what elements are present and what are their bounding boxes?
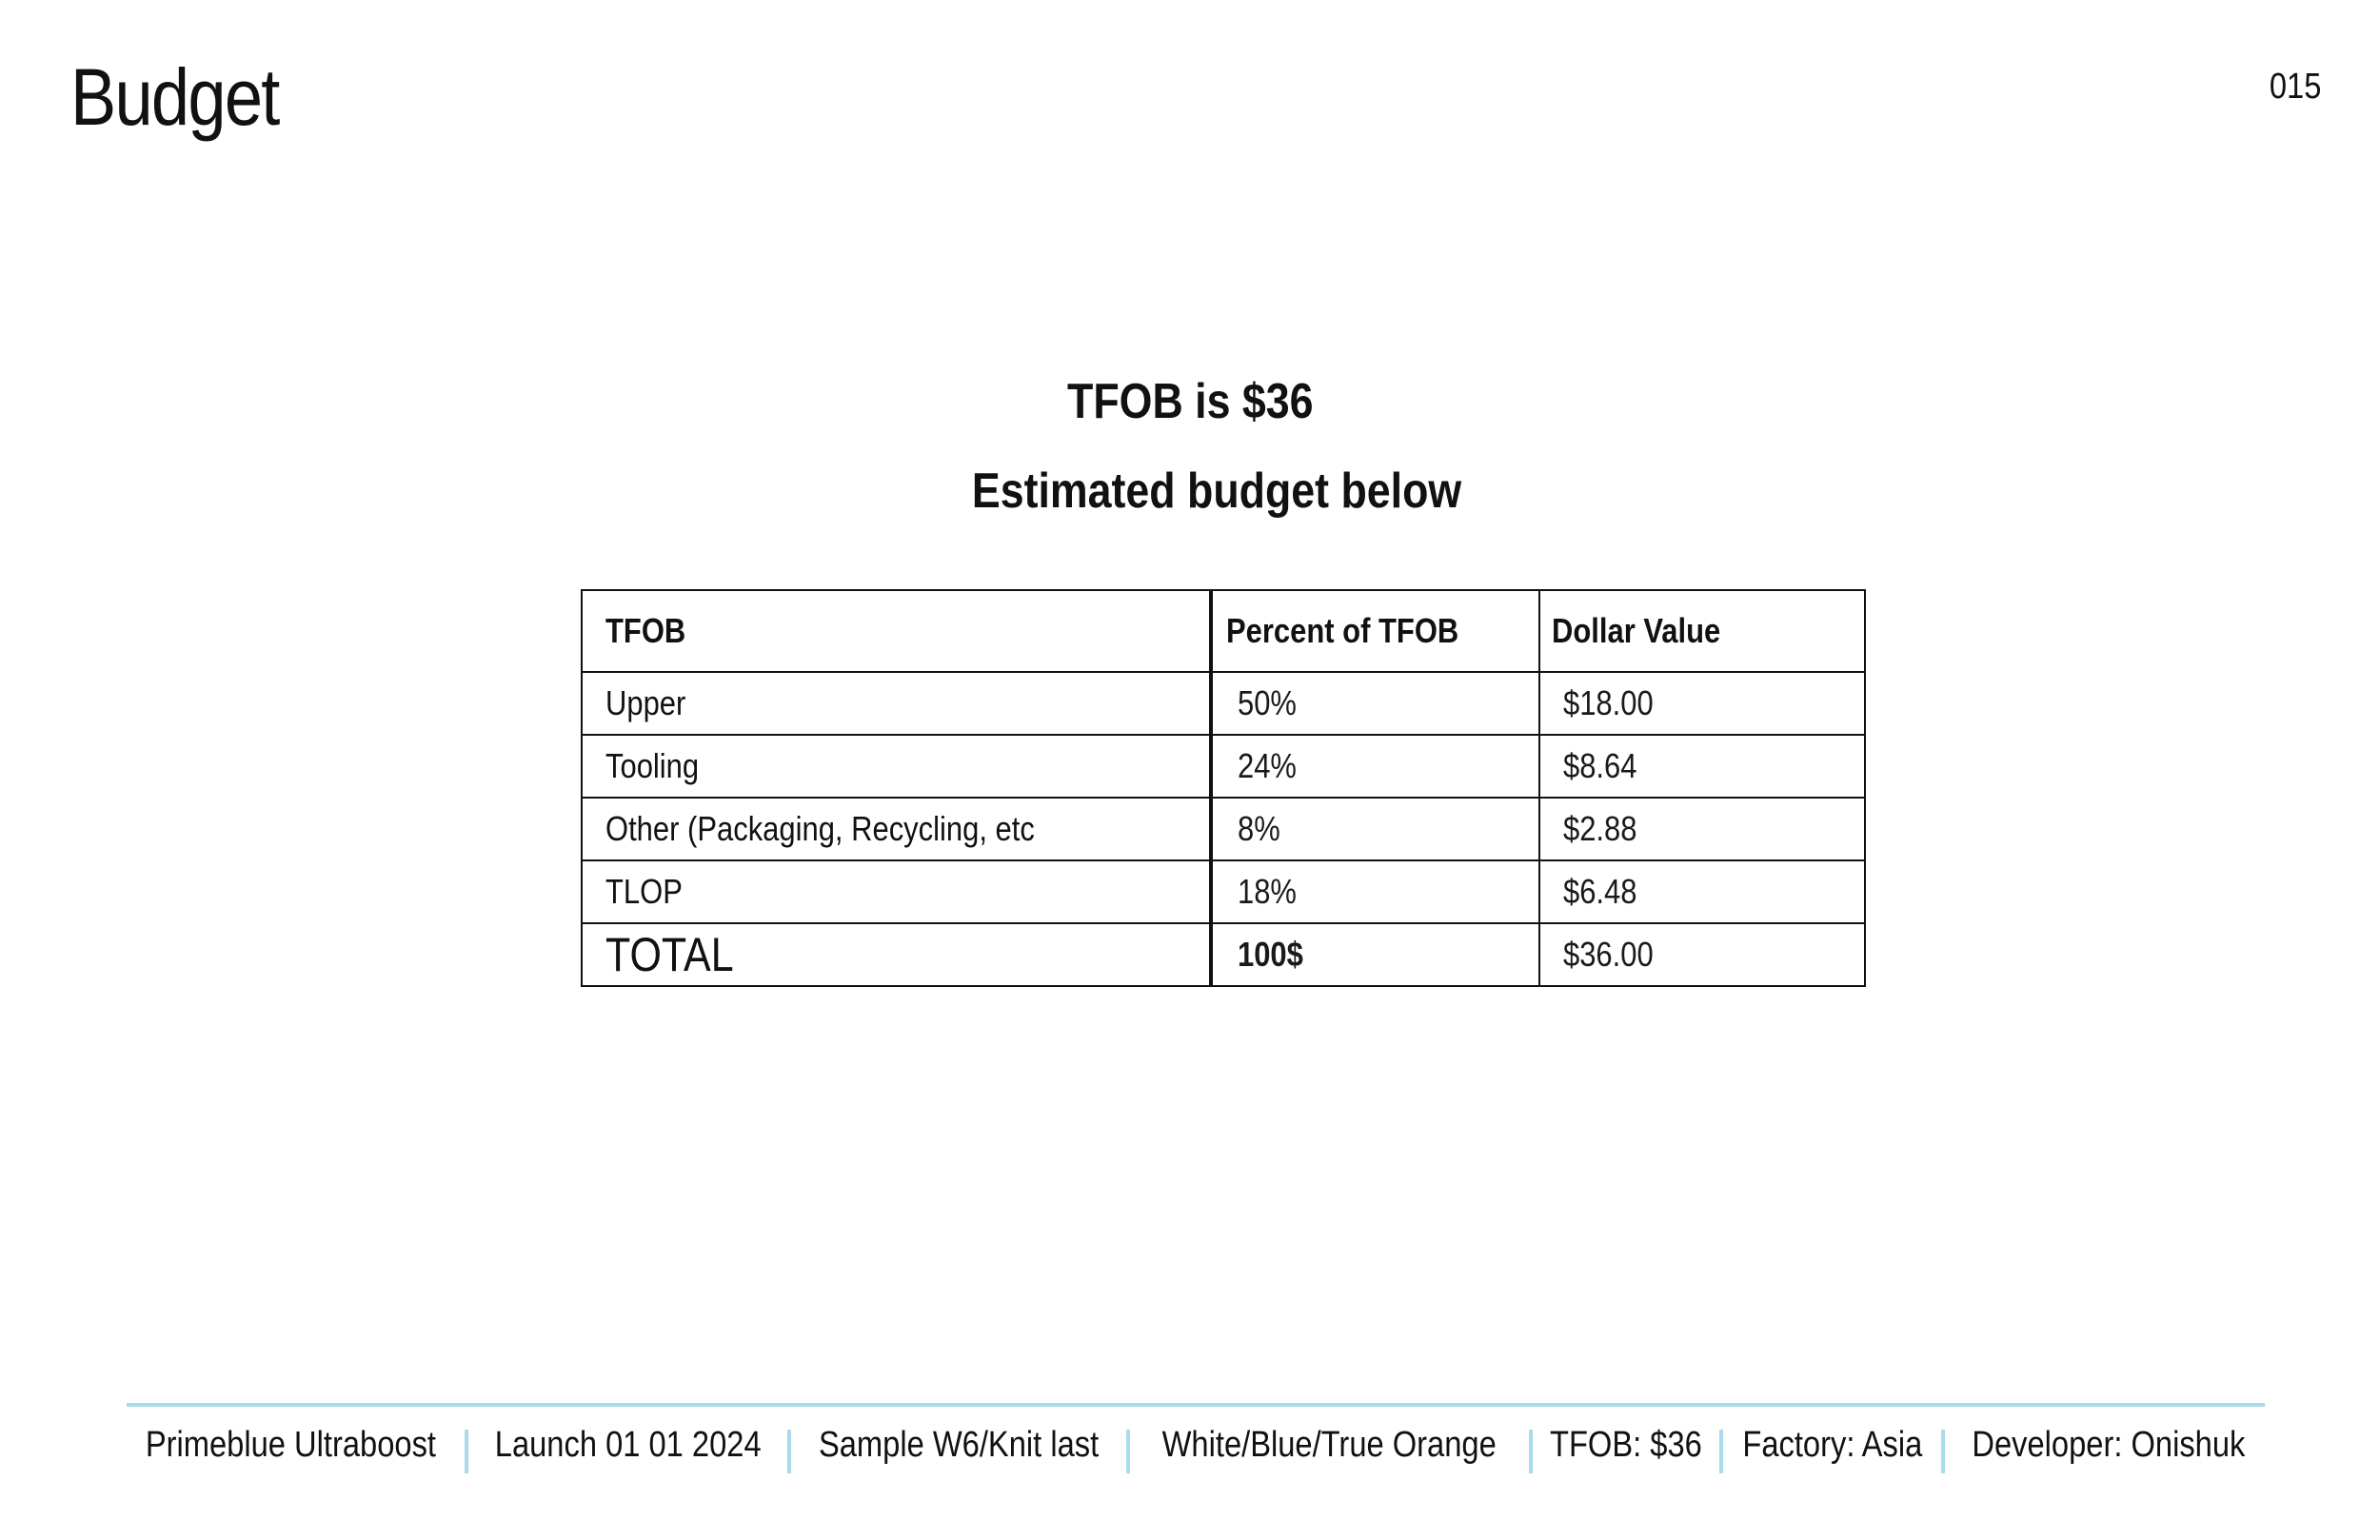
row-dollar: $18.00 [1563,683,1654,722]
footer-text: White/Blue/True Orange [1161,1425,1497,1465]
row-percent: 24% [1238,746,1297,785]
row-label: Upper [605,683,686,722]
table-cell [1211,672,1539,735]
table-cell [1211,735,1539,798]
footer-launch [473,1427,783,1463]
row-label: Tooling [605,746,700,785]
row-percent: 50% [1238,683,1297,722]
table-row [582,735,1865,798]
budget-subheading [27,464,2380,519]
footer-separator [1941,1430,1945,1473]
footer-text: TFOB: $36 [1549,1425,1702,1465]
header-tfob: TFOB [605,611,686,650]
table-cell [1539,798,1865,860]
row-label: Other (Packaging, Recycling, etc [605,809,1035,848]
header-cell [582,590,1211,672]
footer-sample [796,1427,1121,1463]
table-cell [1539,735,1865,798]
footer-colorway [1135,1427,1523,1463]
table-cell [1211,860,1539,923]
table-row [582,860,1865,923]
row-label: TLOP [605,872,683,911]
table-cell [1539,860,1865,923]
footer-divider [127,1403,2265,1407]
total-percent: 100$ [1238,935,1303,974]
footer-separator [1126,1430,1130,1473]
row-dollar: $8.64 [1563,746,1637,785]
table-cell [582,735,1211,798]
budget-heading [0,374,2380,429]
budget-table [581,589,1866,987]
table-cell [1539,923,1865,986]
footer-factory [1728,1427,1937,1463]
header-cell [1211,590,1539,672]
header-cell [1539,590,1865,672]
footer-text: Developer: Onishuk [1972,1425,2246,1465]
footer-bar [122,1418,2268,1471]
footer-developer [1950,1427,2268,1463]
budget-subheading-text: Estimated budget below [971,464,1462,519]
table-header-row [582,590,1865,672]
footer-text: Factory: Asia [1741,1425,1922,1465]
footer-separator [1529,1430,1533,1473]
row-dollar: $6.48 [1563,872,1637,911]
footer-product [122,1427,460,1463]
row-percent: 18% [1238,872,1297,911]
table-cell [582,672,1211,735]
table-cell [582,923,1211,986]
header-percent: Percent of TFOB [1226,611,1459,650]
row-percent: 8% [1238,809,1280,848]
footer-separator [465,1430,468,1473]
budget-heading-text: TFOB is $36 [1066,374,1314,429]
table-cell [582,798,1211,860]
table-total-row [582,923,1865,986]
table-cell [1211,923,1539,986]
total-dollar: $36.00 [1563,935,1654,974]
row-dollar: $2.88 [1563,809,1637,848]
table-row [582,798,1865,860]
total-label: TOTAL [605,928,734,981]
footer-text: Primeblue Ultraboost [145,1425,436,1465]
footer-separator [1719,1430,1723,1473]
header-dollar: Dollar Value [1552,611,1721,650]
table-row [582,672,1865,735]
footer-text: Launch 01 01 2024 [494,1425,762,1465]
page-number: 015 [2269,67,2321,107]
table-cell [582,860,1211,923]
footer-text: Sample W6/Knit last [819,1425,1100,1465]
table-cell [1539,672,1865,735]
footer-separator [787,1430,791,1473]
page-title: Budget [70,52,279,142]
table-cell [1211,798,1539,860]
footer-tfob [1537,1427,1715,1463]
